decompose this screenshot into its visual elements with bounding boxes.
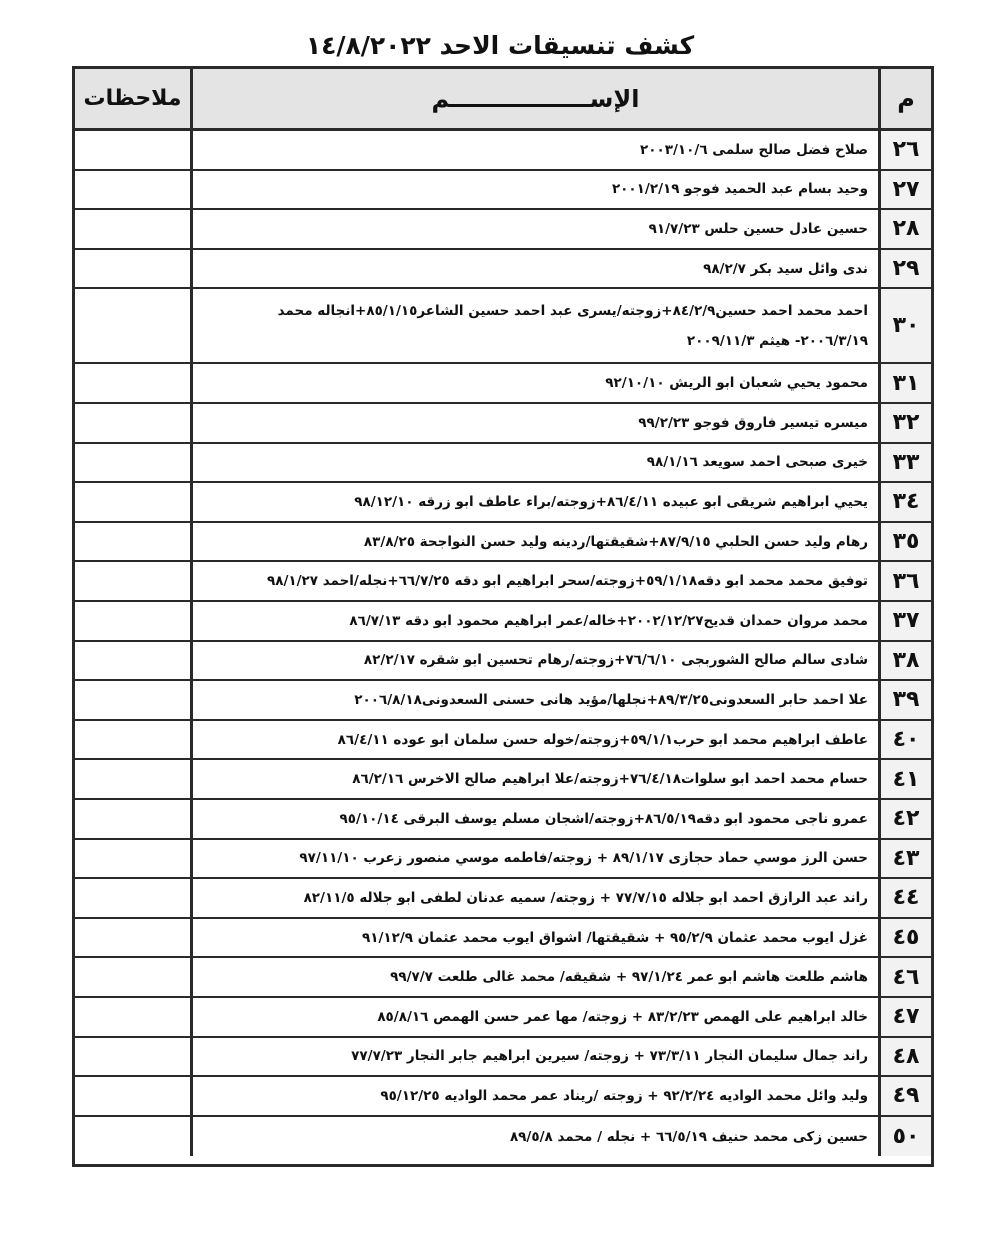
row-number-cell: ٣٢ [881,404,931,442]
table-row [75,289,931,364]
table-row [75,562,931,602]
row-name-cell [193,1117,881,1157]
row-name-text: محمد مروان حمدان قديح٢٠٠٢/١٢/٢٧+خاله/عمر ابراهيم محمود ابو دقه ٨٦/٧/١٣ [349,612,868,629]
row-name-text: غزل ايوب محمد عثمان ٩٥/٢/٩ + شقيقتها/ اشواق ايوب محمد عثمان ٩١/١٢/٩ [361,929,868,946]
row-name-text: صلاح فضل صالح سلمى ٢٠٠٣/١٠/٦ [640,141,868,158]
row-notes-cell [75,879,193,917]
row-name-cell [193,760,881,798]
header-notes: ملاحظات [75,69,193,128]
row-name-cell [193,210,881,248]
row-name-cell [193,800,881,838]
row-name-text: خالد ابراهيم على الهمص ٨٣/٢/٢٣ + زوجته/ مها عمر حسن الهمص ٨٥/٨/١٦ [377,1008,868,1025]
row-name-text: خيرى صبحى احمد سويعد ٩٨/١/١٦ [646,454,868,471]
row-name-cell [193,404,881,442]
row-name-cell [193,958,881,996]
row-number-cell: ٣٥ [881,523,931,561]
row-notes-cell [75,444,193,482]
row-number-cell: ٤١ [881,760,931,798]
row-name-text: هاشم طلعت هاشم ابو عمر ٩٧/١/٢٤ + شقيقه/ محمد غالى طلعت ٩٩/٧/٧ [390,969,868,986]
row-notes-cell [75,562,193,600]
row-notes-cell [75,602,193,640]
row-name-cell [193,171,881,209]
row-name-text: حسن الرز موسي حماد حجازى ٨٩/١/١٧ + زوجته/فاطمه موسي منصور زعرب ٩٧/١١/١٠ [299,850,868,867]
row-name-text: راند جمال سليمان النجار ٧٣/٣/١١ + زوجته/ سيرين ابراهيم جابر النجار ٧٧/٧/٢٣ [351,1048,868,1065]
row-number-cell: ٤٣ [881,840,931,878]
row-name-cell [193,998,881,1036]
row-name-cell [193,681,881,719]
row-name-cell [193,444,881,482]
coordination-table [72,66,934,1167]
row-number-cell: ٤٢ [881,800,931,838]
row-name-cell [193,879,881,917]
row-number-cell: ٣٧ [881,602,931,640]
table-row [75,1077,931,1117]
table-row [75,760,931,800]
row-number-cell: ٢٦ [881,131,931,169]
row-name-text: علا احمد حابر السعدونى٨٩/٣/٢٥+نجلها/مؤيد هانى حسنى السعدونى٢٠٠٦/٨/١٨ [354,691,868,708]
table-row [75,523,931,563]
header-number: م [897,84,915,113]
row-name-text: توفيق محمد محمد ابو دقه٥٩/١/١٨+زوجته/سحر ابراهيم ابو دقه ٦٦/٧/٢٥+نجله/احمد ٩٨/١/٢٧ [266,573,868,590]
row-notes-cell [75,364,193,402]
table-row [75,721,931,761]
row-number-cell: ٤٧ [881,998,931,1036]
row-name-text: حسين عادل حسين حلس ٩١/٧/٢٣ [648,220,868,237]
row-number-cell: ٣٨ [881,642,931,680]
row-notes-cell [75,760,193,798]
row-name-cell [193,1038,881,1076]
row-name-text: يحيي ابراهيم شريقى ابو عبيده ٨٦/٤/١١+زوجته/براء عاطف ابو زرقه ٩٨/١٢/١٠ [354,493,868,510]
table-row [75,250,931,290]
table-row [75,404,931,444]
row-number-cell: ٣٦ [881,562,931,600]
row-name-text: حسام محمد احمد ابو سلوات٧٦/٤/١٨+زوجته/علا ابراهيم صالح الاخرس ٨٦/٢/١٦ [352,771,868,788]
row-name-cell [193,840,881,878]
row-notes-cell [75,958,193,996]
row-name-cell [193,364,881,402]
row-name-text: ندى وائل سيد بكر ٩٨/٢/٧ [703,260,868,277]
row-name-cell [193,919,881,957]
row-notes-cell [75,1077,193,1115]
row-notes-cell [75,721,193,759]
row-number-cell: ٤٤ [881,879,931,917]
table-row [75,800,931,840]
row-name-cell [193,131,881,169]
row-name-cell [193,1077,881,1115]
row-notes-cell [75,1038,193,1076]
row-number-cell: ٤٩ [881,1077,931,1115]
row-name-cell [193,721,881,759]
row-number-cell: ٥٠ [881,1117,931,1157]
row-name-text: حسين زكى محمد حنيف ٦٦/٥/١٩ + نجله / محمد ٨٩/٥/٨ [509,1128,868,1145]
row-number-cell: ٢٨ [881,210,931,248]
row-number-cell: ٢٧ [881,171,931,209]
row-notes-cell [75,840,193,878]
table-body [75,131,931,1164]
row-name-text: ميسره تيسير فاروق فوجو ٩٩/٢/٢٣ [638,414,868,431]
table-row [75,602,931,642]
row-number-cell: ٣٤ [881,483,931,521]
row-number-cell: ٤٨ [881,1038,931,1076]
row-notes-cell [75,681,193,719]
row-number-cell: ٤٥ [881,919,931,957]
table-row [75,919,931,959]
row-number-cell: ٣٩ [881,681,931,719]
row-name-cell [193,250,881,288]
row-number-cell: ٢٩ [881,250,931,288]
row-name-cell [193,642,881,680]
row-name-text: شادى سالم صالح الشوربجى ٧٦/٦/١٠+زوجته/رهام تحسين ابو شقره ٨٢/٢/١٧ [363,652,868,669]
row-name-text: عمرو ناجى محمود ابو دقه٨٦/٥/١٩+زوجته/اشجان مسلم يوسف البرقى ٩٥/١٠/١٤ [339,810,868,827]
row-notes-cell [75,1117,193,1157]
row-name-cell [193,523,881,561]
row-notes-cell [75,919,193,957]
row-number-cell: ٤٦ [881,958,931,996]
row-notes-cell [75,404,193,442]
row-number-cell: ٣٠ [881,289,931,362]
row-notes-cell [75,642,193,680]
row-notes-cell [75,800,193,838]
table-row [75,642,931,682]
table-row [75,364,931,404]
row-name-text: راند عبد الرازق احمد ابو جلاله ٧٧/٧/١٥ + زوجته/ سميه عدنان لطفى ابو جلاله ٨٢/١١/٥ [303,889,868,906]
row-name-text: عاطف ابراهيم محمد ابو حرب٥٩/١/١+زوجته/خوله حسن سلمان ابو عوده ٨٦/٤/١١ [337,731,868,748]
table-row [75,171,931,211]
row-notes-cell [75,131,193,169]
row-name-cell [193,289,881,362]
table-row [75,1117,931,1157]
row-name-text: رهام وليد حسن الحلبي ٨٧/٩/١٥+شقيقتها/ردينه وليد حسن النواجحة ٨٣/٨/٢٥ [363,533,868,550]
row-name-text: احمد محمد احمد حسين٨٤/٢/٩+زوجته/يسرى عبد احمد حسين الشاعر٨٥/١/١٥+انجاله محمد ٢٠٠٦/٣/١٩- هيثم ٢٠٠٩/١١/٣ [277,302,868,349]
row-name-cell [193,562,881,600]
table-header [75,69,931,131]
row-name-text: وحيد بسام عبد الحميد فوجو ٢٠٠١/٢/١٩ [611,181,868,198]
table-row [75,131,931,171]
page-title: كشف تنسيقات الاحد ١٤/٨/٢٠٢٢ [305,31,695,60]
row-name-text: وليد وائل محمد الواديه ٩٢/٢/٢٤ + زوجته /ريناد عمر محمد الواديه ٩٥/١٢/٢٥ [380,1087,868,1104]
row-name-cell [193,483,881,521]
table-row [75,840,931,880]
row-number-cell: ٣١ [881,364,931,402]
row-notes-cell [75,210,193,248]
row-number-cell: ٤٠ [881,721,931,759]
header-name: الإســـــــــــــــــم [193,69,881,128]
table-row [75,998,931,1038]
table-row [75,958,931,998]
table-row [75,879,931,919]
row-notes-cell [75,250,193,288]
row-notes-cell [75,998,193,1036]
row-notes-cell [75,523,193,561]
table-row [75,444,931,484]
table-row [75,483,931,523]
row-number-cell: ٣٣ [881,444,931,482]
table-row [75,210,931,250]
row-name-text: محمود يحيي شعبان ابو الريش ٩٢/١٠/١٠ [605,375,868,392]
row-notes-cell [75,171,193,209]
row-name-cell [193,602,881,640]
table-row [75,1038,931,1078]
table-row [75,681,931,721]
row-notes-cell [75,289,193,362]
row-notes-cell [75,483,193,521]
